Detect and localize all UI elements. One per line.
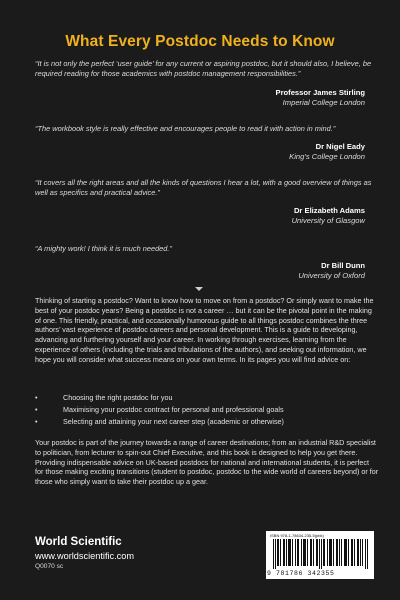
- quote-2-affiliation: King’s College London: [289, 152, 365, 161]
- bullet-item: [35, 393, 172, 403]
- barcode: [266, 531, 374, 579]
- cover-heading: What Every Postdoc Needs to Know: [65, 33, 335, 50]
- isbn-label: ISBN 978-1-78634-235-5(pbk): [270, 533, 324, 538]
- bullet-text: Maximising your postdoc contract for personal and professional goals: [63, 405, 284, 414]
- quote-4-attribution: [298, 261, 365, 281]
- bullet-icon: •: [35, 405, 38, 414]
- quote-4-name: Dr Bill Dunn: [321, 261, 365, 270]
- quote-4: “A mighty work! I think it is much needed.”: [35, 244, 172, 253]
- section-divider-icon: [195, 287, 203, 291]
- quote-3-name: Dr Elizabeth Adams: [293, 206, 365, 215]
- bullet-text: Selecting and attaining your next career step (academic or otherwise): [63, 417, 284, 426]
- quote-1-attribution: [276, 88, 365, 108]
- quote-4-affiliation: University of Oxford: [298, 271, 365, 280]
- bullet-text: Choosing the right postdoc for you: [63, 393, 173, 402]
- quote-2-attribution: [289, 142, 365, 162]
- quote-2: “The workbook style is really effective and encourages people to read it with action in mind.”: [35, 124, 336, 133]
- bullet-icon: •: [35, 393, 38, 402]
- bullet-item: [35, 405, 284, 415]
- quote-3: “It covers all the right areas and all the kinds of questions I hear a lot, with a good overview of things as well as specifics and practical advice.”: [35, 178, 372, 197]
- product-code: Q0070 sc: [35, 563, 64, 570]
- quote-2-name: Dr Nigel Eady: [315, 142, 365, 151]
- quote-1-affiliation: Imperial College London: [282, 98, 365, 107]
- blurb-closing: Your postdoc is part of the journey towards a range of career destinations; from an industrial R&D specialist to politician, from lecturer to spin-out Chief Executive, and this book is designed to help you get there. Providing indispensable advice on UK-based postdocs for national and international students, it is perfect for those making exciting transitions (student to postdoc, postdoc to the wide world of careers beyond) or for those who simply want to take their postdoc up a gear.: [35, 438, 379, 487]
- quote-3-affiliation: University of Glasgow: [291, 216, 365, 225]
- bullet-item: [35, 417, 284, 427]
- barcode-number: 9 781786 342355: [267, 570, 335, 577]
- barcode-bars-icon: [273, 539, 368, 569]
- blurb-intro: Thinking of starting a postdoc? Want to know how to move on from a postdoc? Or simply want to make the best of your postdoc years? Being a postdoc is not a career … but it can be the pivotal point in the making of one. This friendly, practical, and occasionally humorous guide to all things postdoc combines the three authors’ vast experience of postdoc careers and personal development. This is a guide to developing, advancing and furthering yourself and your career. In working through exercises, learning from the experience of others (including the trials and tribulations of the authors), and seeking out information, we hope you will consider what success means on your own terms. In its pages you will find advice on:: [35, 296, 374, 364]
- quote-3-attribution: [292, 206, 365, 226]
- bullet-icon: •: [35, 417, 38, 426]
- publisher-website: www.worldscientific.com: [35, 551, 135, 561]
- quote-1: “It is not only the perfect ‘user guide’ for any current or aspiring postdoc, but it should also, I believe, be required reading for those academics with postdoc management responsibilities.”: [35, 59, 372, 78]
- quote-1-name: Professor James Stirling: [275, 88, 365, 97]
- publisher-name: World Scientific: [35, 536, 122, 548]
